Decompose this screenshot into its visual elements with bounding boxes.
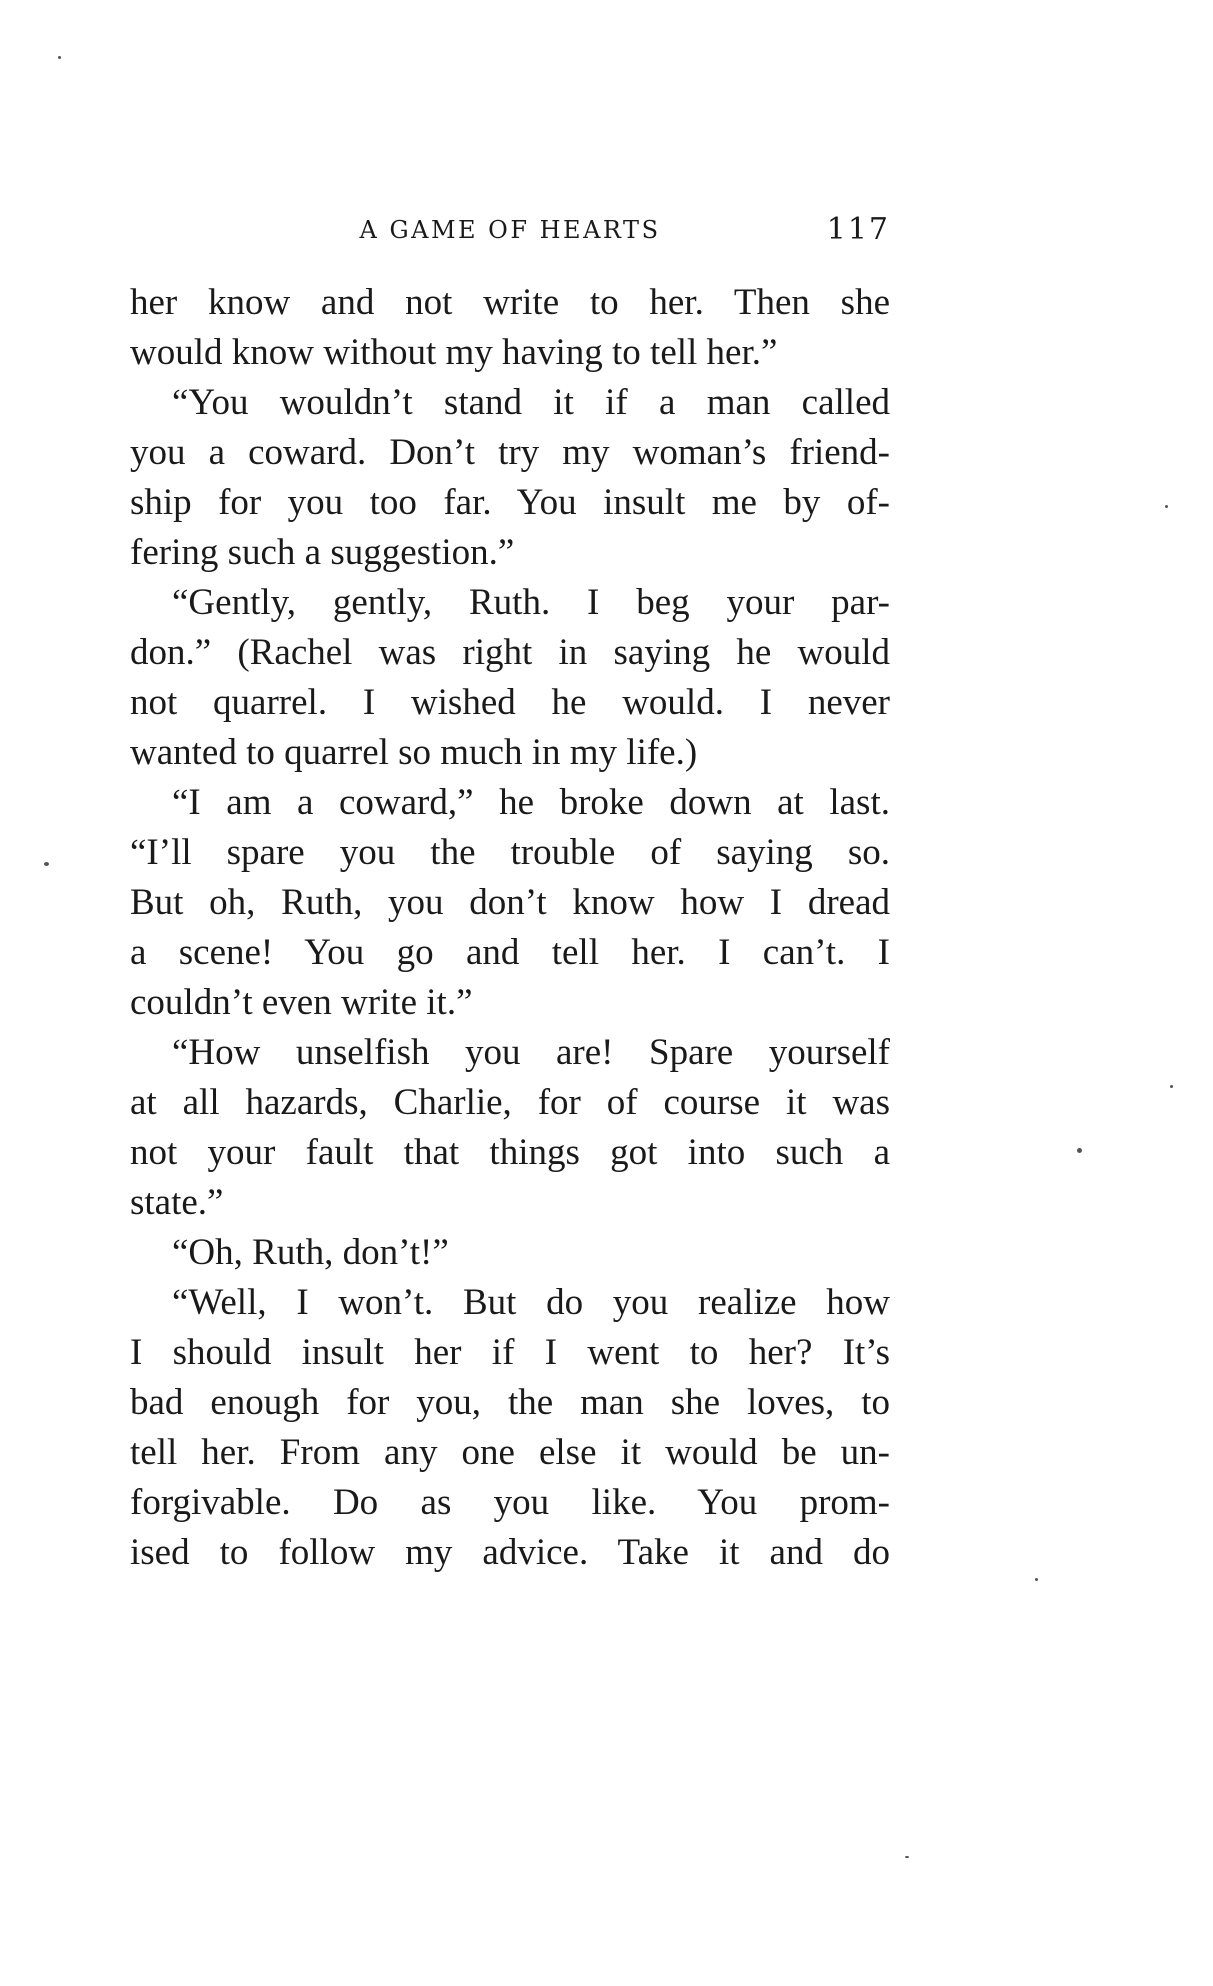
running-head — [130, 210, 890, 250]
running-head-title: A GAME OF HEARTS — [359, 216, 661, 244]
text-line: I should insult her if I went to her? It’s — [130, 1332, 890, 1373]
text-line: not your fault that things got into such a — [130, 1132, 890, 1173]
scan-speck — [1077, 1148, 1082, 1153]
scan-speck — [1165, 505, 1168, 508]
text-line: wanted to quarrel so much in my life.) — [130, 732, 698, 773]
text-line: bad enough for you, the man she loves, to — [130, 1382, 890, 1423]
text-line: ised to follow my advice. Take it and do — [130, 1532, 890, 1573]
text-line: “Oh, Ruth, don’t!” — [172, 1232, 449, 1273]
text-line: tell her. From any one else it would be un- — [130, 1432, 890, 1473]
text-line: ship for you too far. You insult me by of- — [130, 482, 890, 523]
text-line: “Well, I won’t. But do you realize how — [172, 1282, 890, 1323]
text-line: “You wouldn’t stand it if a man called — [172, 382, 890, 423]
scan-speck — [1035, 1578, 1038, 1581]
text-line: “I’ll spare you the trouble of saying so. — [130, 832, 890, 873]
text-line: would know without my having to tell her.” — [130, 332, 778, 373]
text-line: state.” — [130, 1182, 224, 1223]
text-line: couldn’t even write it.” — [130, 982, 473, 1023]
text-line: her know and not write to her. Then she — [130, 282, 890, 323]
scan-speck — [1170, 1085, 1173, 1088]
text-line: don.” (Rachel was right in saying he would — [130, 632, 890, 673]
text-line: forgivable. Do as you like. You prom- — [130, 1482, 890, 1523]
body-text — [130, 278, 890, 1578]
text-line: “Gently, gently, Ruth. I beg your par- — [172, 582, 890, 623]
text-line: not quarrel. I wished he would. I never — [130, 682, 890, 723]
scan-speck — [58, 56, 61, 59]
text-line: you a coward. Don’t try my woman’s friend- — [130, 432, 890, 473]
text-line: at all hazards, Charlie, for of course it was — [130, 1082, 890, 1123]
text-line: But oh, Ruth, you don’t know how I dread — [130, 882, 890, 923]
page-number: 117 — [826, 212, 890, 247]
text-line: fering such a suggestion.” — [130, 532, 515, 573]
text-line: “I am a coward,” he broke down at last. — [172, 782, 890, 823]
text-line: a scene! You go and tell her. I can’t. I — [130, 932, 890, 973]
scan-speck — [44, 862, 49, 866]
scan-speck — [905, 1856, 909, 1858]
text-line: “How unselfish you are! Spare yourself — [172, 1032, 890, 1073]
